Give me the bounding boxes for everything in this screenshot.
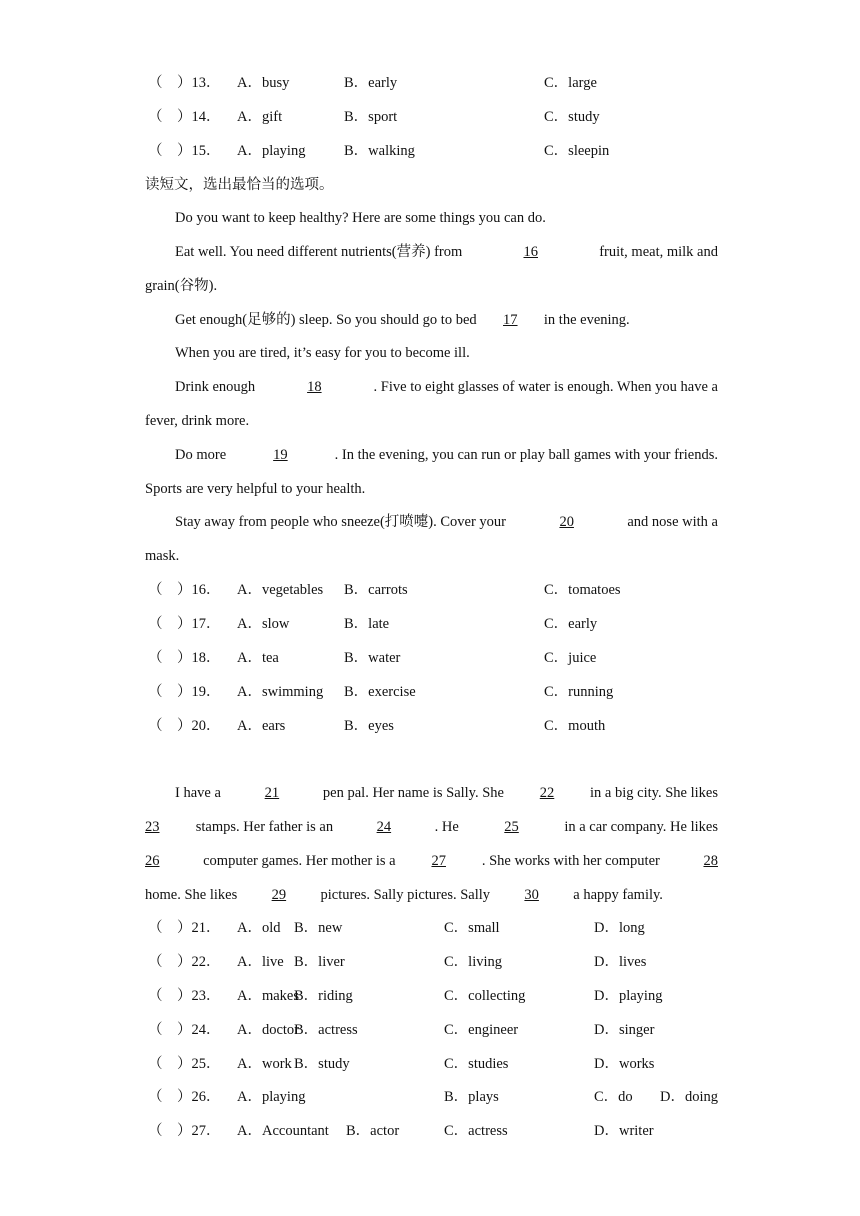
option-b: B．plays — [444, 1089, 499, 1105]
paragraph-5-line-1: Drink enough 18 . Five to eight glasses of water is enough. When you have a — [175, 379, 718, 395]
option-c: C．studies — [444, 1056, 509, 1072]
blank-24: 24 — [376, 819, 392, 835]
option-b: B．exercise — [344, 684, 416, 700]
option-a: A．busy — [237, 75, 290, 91]
option-a: A．swimming — [237, 684, 324, 700]
question-number: （ ）20． — [148, 718, 221, 734]
option-b: B．study — [294, 1056, 350, 1072]
option-d: D．lives — [594, 954, 647, 970]
option-d: D．playing — [594, 988, 663, 1004]
option-c: C．small — [444, 920, 500, 936]
option-a: A．old — [237, 920, 281, 936]
blank-19: 19 — [273, 447, 288, 463]
instruction: 读短文，选出最恰当的选项。 — [145, 177, 334, 193]
passage-3-line-2: 23 stamps. Her father is an 24 . He 25 in a car company. He likes — [145, 819, 718, 835]
paragraph-1: Do you want to keep healthy? Here are some things you can do. — [175, 210, 546, 226]
option-b: B．eyes — [344, 718, 394, 734]
paragraph-5-line-2: fever, drink more. — [145, 413, 250, 429]
blank-22: 22 — [539, 785, 555, 801]
option-a: A．slow — [237, 616, 290, 632]
question-number: （ ）21． — [148, 920, 221, 936]
passage-3-line-3: 26 computer games. Her mother is a 27 . She works with her computer 28 — [145, 853, 718, 869]
option-c: C．study — [544, 109, 600, 125]
option-c: C．mouth — [544, 718, 606, 734]
option-b: B．actor — [346, 1123, 400, 1139]
blank-17: 17 — [503, 312, 518, 328]
option-d: D．long — [594, 920, 645, 936]
question-number: （ ）24． — [148, 1022, 221, 1038]
passage-3-line-1: I have a 21 pen pal. Her name is Sally. She 22 in a big city. She likes — [175, 785, 718, 801]
paragraph-4: When you are tired, it’s easy for you to become ill. — [175, 345, 470, 361]
question-number: （ ）25． — [148, 1056, 221, 1072]
question-number: （ ）26． — [148, 1089, 221, 1105]
blank-26: 26 — [145, 853, 160, 869]
option-b: B．new — [294, 920, 343, 936]
option-d: D．doing — [660, 1089, 718, 1105]
option-a: A．doctor — [237, 1022, 300, 1038]
paragraph-3: Get enough(足够的) sleep. So you should go to bed 17 in the evening. — [175, 312, 630, 328]
blank-28: 28 — [703, 853, 718, 869]
option-b: B．early — [344, 75, 398, 91]
option-b: B．actress — [294, 1022, 358, 1038]
blank-18: 18 — [307, 379, 322, 395]
option-d: D．singer — [594, 1022, 655, 1038]
option-c: C．early — [544, 616, 598, 632]
option-b: B．water — [344, 650, 401, 666]
paragraph-7-line-2: mask. — [145, 548, 180, 564]
question-number: （ ）16． — [148, 582, 221, 598]
blank-30: 30 — [524, 887, 539, 903]
option-c: C．actress — [444, 1123, 508, 1139]
question-number: （ ）14． — [148, 109, 221, 125]
option-a: A．tea — [237, 650, 279, 666]
blank-23: 23 — [145, 819, 160, 835]
paragraph-6-line-2: Sports are very helpful to your health. — [145, 481, 366, 497]
question-number: （ ）15． — [148, 143, 221, 159]
option-c: C．tomatoes — [544, 582, 621, 598]
option-a: A．work — [237, 1056, 292, 1072]
option-a: A．Accountant — [237, 1123, 329, 1139]
option-c: C．collecting — [444, 988, 526, 1004]
question-number: （ ）23． — [148, 988, 221, 1004]
option-a: A．playing — [237, 1089, 306, 1105]
option-b: B．riding — [294, 988, 353, 1004]
option-c: C．sleepin — [544, 143, 610, 159]
blank-25: 25 — [504, 819, 519, 835]
question-number: （ ）22． — [148, 954, 221, 970]
option-a: A．live — [237, 954, 284, 970]
option-d: D．works — [594, 1056, 655, 1072]
option-c: C．living — [444, 954, 503, 970]
option-a: A．vegetables — [237, 582, 324, 598]
option-b: B．carrots — [344, 582, 408, 598]
option-c: C．juice — [544, 650, 597, 666]
option-a: A．makes — [237, 988, 300, 1004]
blank-20: 20 — [559, 514, 574, 530]
option-c: C．do — [594, 1089, 633, 1105]
passage-3-line-4: home. She likes 29 pictures. Sally pictures. Sally 30 a happy family. — [145, 887, 663, 903]
question-number: （ ）19． — [148, 684, 221, 700]
option-b: B．sport — [344, 109, 398, 125]
option-b: B．walking — [344, 143, 415, 159]
question-number: （ ）17． — [148, 616, 221, 632]
option-b: B．late — [344, 616, 390, 632]
option-d: D．writer — [594, 1123, 654, 1139]
option-c: C．large — [544, 75, 597, 91]
paragraph-2-line-2: grain(谷物). — [145, 278, 218, 294]
blank-21: 21 — [264, 785, 280, 801]
option-b: B．liver — [294, 954, 345, 970]
paragraph-7-line-1: Stay away from people who sneeze(打喷嚏). Cover your 20 and nose with a — [175, 514, 718, 530]
option-c: C．running — [544, 684, 614, 700]
paragraph-2-line-1: Eat well. You need different nutrients(营养) from 16 fruit, meat, milk and — [175, 244, 718, 260]
question-number: （ ）13． — [148, 75, 221, 91]
paragraph-6-line-1: Do more 19 . In the evening, you can run or play ball games with your friends. — [175, 447, 718, 463]
option-a: A．ears — [237, 718, 286, 734]
option-a: A．gift — [237, 109, 283, 125]
option-c: C．engineer — [444, 1022, 519, 1038]
blank-27: 27 — [431, 853, 446, 869]
option-a: A．playing — [237, 143, 306, 159]
question-number: （ ）27． — [148, 1123, 221, 1139]
blank-29: 29 — [271, 887, 287, 903]
question-number: （ ）18． — [148, 650, 221, 666]
blank-16: 16 — [523, 244, 538, 260]
